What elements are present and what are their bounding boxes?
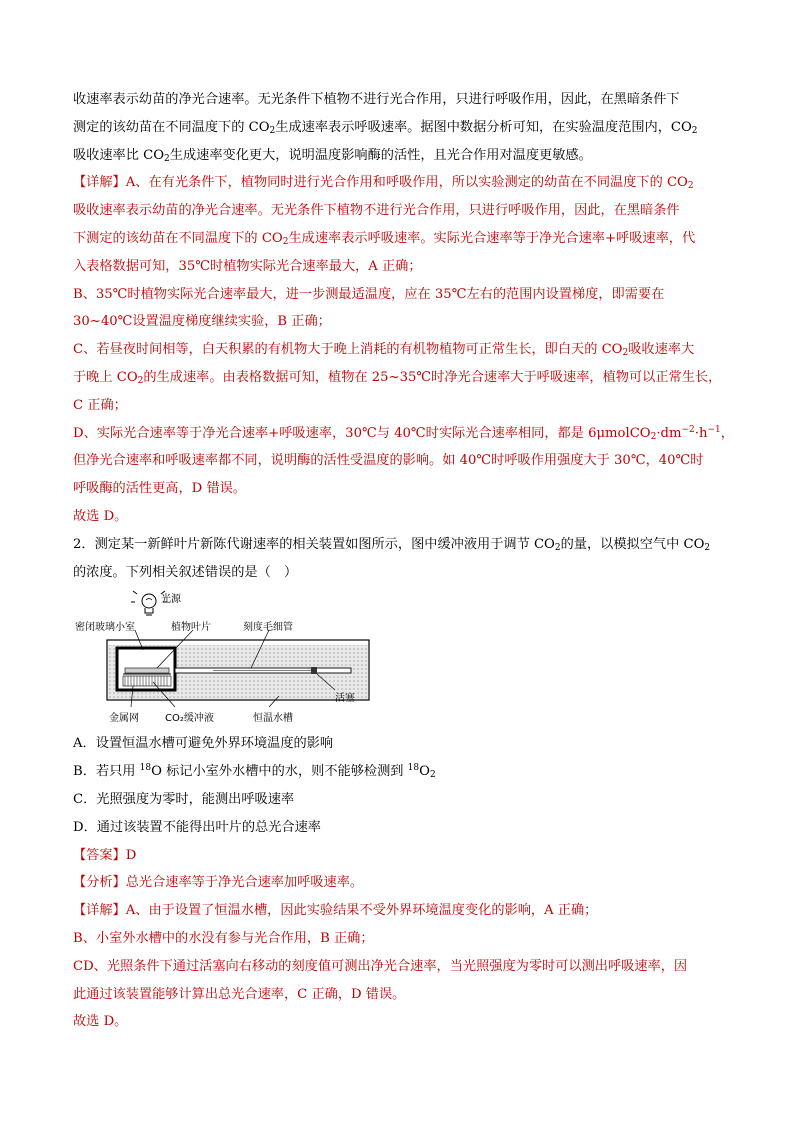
detail-line: 30~40℃设置温度梯度继续实验，B 正确； — [73, 314, 331, 330]
label-bath: 恒温水槽 — [253, 713, 293, 725]
detail-line: C、若昼夜时间相等，白天积累的有机物大于晚上消耗的有机物植物可正常生长，即白天的 $CO_2$吸收速率大 — [73, 342, 695, 359]
label-light: 光源 — [161, 594, 181, 606]
detail-line: B、小室外水槽中的水没有参与光合作用，B 正确； — [73, 930, 374, 946]
detail-line: CD、光照条件下通过活塞向右移动的刻度值可测出净光合速率，当光照强度为零时可以测出呼吸速率，因 — [73, 958, 688, 974]
apparatus-figure — [73, 588, 723, 728]
label-chamber: 密闭玻璃小室 — [75, 622, 135, 634]
option-d: D．通过该装置不能得出叶片的总光合速率 — [73, 819, 321, 835]
detail-line: 于晚上 $CO_2$的生成速率。由表格数据可知，植物在 25~35℃时净光合速率大于呼吸速率，植物可以正常生长， — [73, 369, 722, 386]
detail-line: 吸收速率表示幼苗的净光合速率。无光条件下植物不进行光合作用，只进行呼吸作用，因此，在黑暗条件 — [73, 203, 680, 219]
question-stem: 2．测定某一新鲜叶片新陈代谢速率的相关装置如图所示，图中缓冲液用于调节 $CO_2$的量，以模拟空气中 $CO_2$ — [73, 536, 711, 553]
label-leaf: 植物叶片 — [171, 622, 211, 634]
detail-line: 但净光合速率和呼吸速率都不同，说明酶的活性受温度的影响。如 40℃时呼吸作用强度大于 30℃，40℃时 — [73, 453, 704, 469]
analysis-line: 【分析】总光合速率等于净光合速率加呼吸速率。 — [73, 875, 364, 891]
detail-line: 【详解】A、在有光条件下，植物同时进行光合作用和呼吸作用，所以实验测定的幼苗在不同温度下的 $CO_2$ — [73, 175, 694, 192]
detail-line: B、35℃时植物实际光合速率最大，进一步测最适温度，应在 35℃左右的范围内设置梯度，即需要在 — [73, 286, 665, 302]
detail-line: 此通过该装置能够计算出总光合速率，C 正确，D 错误。 — [73, 986, 406, 1002]
detail-line: D、实际光合速率等于净光合速率+呼吸速率，30℃与 40℃时实际光合速率相同，都是 $6\mu molCO_2\cdot dm^{-2}\cdot h^{-1}$， — [73, 424, 734, 442]
text-line: 测定的该幼苗在不同温度下的 $CO_2$生成速率表示呼吸速率。据图中数据分析可知，在实验温度范围内，$CO_2$ — [73, 119, 698, 136]
capillary-tube — [175, 667, 351, 674]
document-page — [73, 86, 734, 1036]
detail-line: C 正确； — [73, 397, 127, 413]
conclusion-line: 故选 D。 — [73, 1014, 128, 1030]
label-mesh: 金属网 — [109, 713, 139, 725]
label-tube: 刻度毛细管 — [243, 622, 293, 634]
sealed-chamber — [117, 648, 175, 690]
answer-line: 【答案】D — [73, 847, 137, 863]
option-c: C．光照强度为零时，能测出呼吸速率 — [73, 791, 295, 807]
apparatus-diagram — [73, 588, 373, 728]
detail-line: 呼吸酶的活性更高，D 错误。 — [73, 481, 247, 497]
detail-line: 下测定的该幼苗在不同温度下的 $CO_2$生成速率表示呼吸速率。实际光合速率等于净光合速率+呼吸速率，代 — [73, 230, 696, 247]
detail-line: 【详解】A、由于设置了恒温水槽，因此实验结果不受外界环境温度变化的影响，A 正确； — [73, 903, 598, 919]
question-stem: 的浓度。下列相关叙述错误的是（ ） — [73, 564, 298, 580]
option-a: A．设置恒温水槽可避免外界环境温度的影响 — [73, 736, 334, 752]
label-piston: 活塞 — [335, 693, 355, 705]
conclusion-line: 故选 D。 — [73, 508, 128, 524]
text-line: 吸收速率比 $CO_2$生成速率变化更大，说明温度影响酶的活性，且光合作用对温度更敏感。 — [73, 147, 592, 164]
option-b: B．若只用 $^{18}$O 标记小室外水槽中的水，则不能够检测到 $^{18}O_2$ — [73, 763, 436, 781]
text-line: 收速率表示幼苗的净光合速率。无光条件下植物不进行光合作用，只进行呼吸作用，因此，在黑暗条件下 — [73, 92, 680, 107]
label-buffer: CO₂缓冲液 — [165, 713, 214, 725]
detail-line: 入表格数据可知，35℃时植物实际光合速率最大，A 正确； — [73, 258, 422, 274]
